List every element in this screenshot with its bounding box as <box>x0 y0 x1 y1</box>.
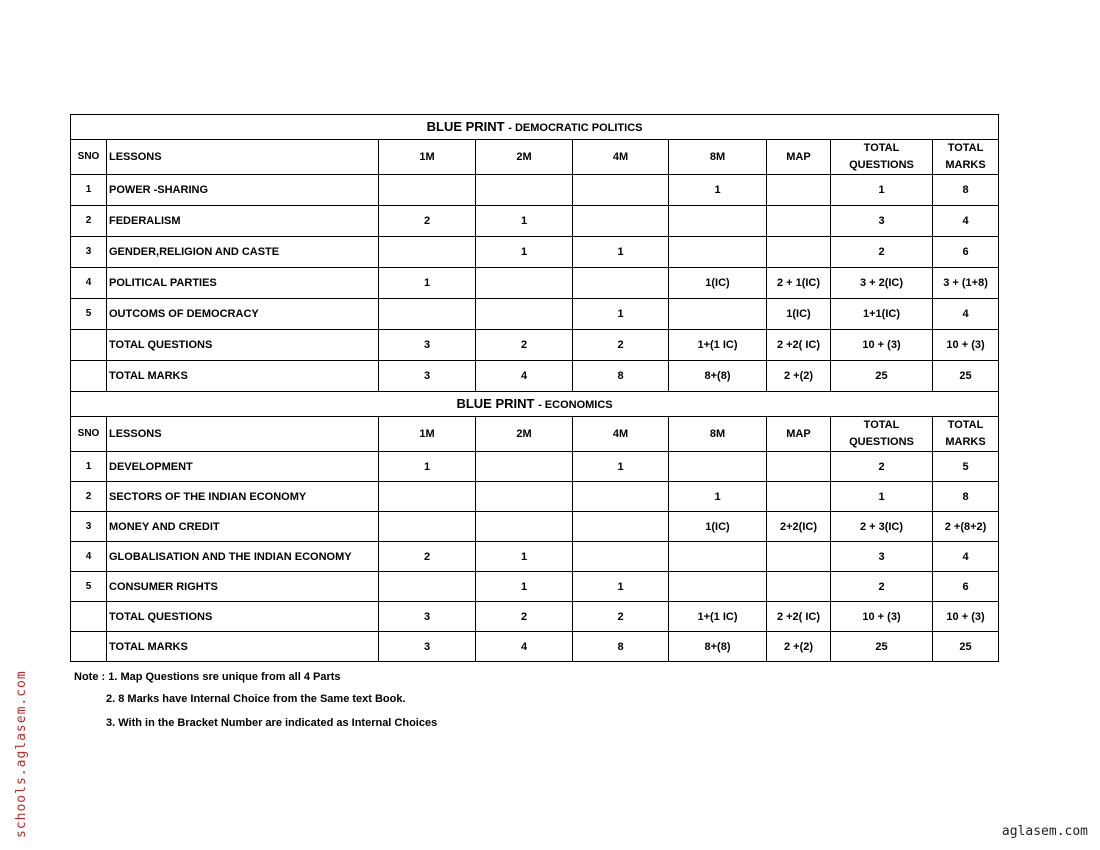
table-row <box>71 330 999 361</box>
cell-8m <box>669 206 767 237</box>
section-title <box>71 392 999 417</box>
cell-lesson: DEVELOPMENT <box>107 452 379 482</box>
table-row <box>71 175 999 206</box>
table-row <box>71 268 999 299</box>
note-line-2: 2. 8 Marks have Internal Choice from the Same text Book. <box>106 693 406 705</box>
header-sno: SNO <box>71 140 107 175</box>
cell-map <box>767 572 831 602</box>
cell-8m: 1(IC) <box>669 268 767 299</box>
cell-1m: 1 <box>379 452 476 482</box>
cell-1m: 3 <box>379 602 476 632</box>
cell-8m <box>669 572 767 602</box>
cell-total-questions: 10 + (3) <box>831 330 933 361</box>
cell-total-marks: 8 <box>933 482 999 512</box>
cell-sno: 2 <box>71 206 107 237</box>
cell-lesson: POWER -SHARING <box>107 175 379 206</box>
cell-sno <box>71 632 107 662</box>
cell-lesson: TOTAL QUESTIONS <box>107 602 379 632</box>
cell-2m: 1 <box>476 237 573 268</box>
cell-lesson: MONEY AND CREDIT <box>107 512 379 542</box>
header-1m: 1M <box>379 140 476 175</box>
header-lesson: LESSONS <box>107 140 379 175</box>
cell-map: 2 +(2) <box>767 361 831 392</box>
cell-sno <box>71 602 107 632</box>
cell-map <box>767 482 831 512</box>
cell-sno <box>71 361 107 392</box>
cell-total-questions: 3 + 2(IC) <box>831 268 933 299</box>
cell-map <box>767 237 831 268</box>
cell-map: 2+2(IC) <box>767 512 831 542</box>
header-total-questions: TOTAL QUESTIONS <box>831 140 933 175</box>
cell-lesson: OUTCOMS OF DEMOCRACY <box>107 299 379 330</box>
cell-lesson: TOTAL MARKS <box>107 361 379 392</box>
cell-total-questions: 3 <box>831 542 933 572</box>
cell-8m <box>669 452 767 482</box>
cell-lesson: GLOBALISATION AND THE INDIAN ECONOMY <box>107 542 379 572</box>
cell-4m <box>573 206 669 237</box>
section-title <box>71 115 999 140</box>
cell-total-marks: 6 <box>933 237 999 268</box>
cell-map: 2 + 1(IC) <box>767 268 831 299</box>
cell-2m <box>476 268 573 299</box>
cell-lesson: CONSUMER RIGHTS <box>107 572 379 602</box>
cell-1m: 2 <box>379 542 476 572</box>
cell-2m: 1 <box>476 542 573 572</box>
cell-map <box>767 542 831 572</box>
header-row <box>71 417 999 452</box>
cell-8m: 8+(8) <box>669 632 767 662</box>
table-row <box>71 572 999 602</box>
header-total-marks: TOTAL MARKS <box>933 417 999 452</box>
cell-total-marks: 3 + (1+8) <box>933 268 999 299</box>
cell-total-questions: 25 <box>831 361 933 392</box>
cell-4m <box>573 542 669 572</box>
header-lesson: LESSONS <box>107 417 379 452</box>
cell-1m: 3 <box>379 330 476 361</box>
cell-map: 2 +2( IC) <box>767 602 831 632</box>
table-row <box>71 237 999 268</box>
cell-2m: 2 <box>476 602 573 632</box>
cell-8m: 1(IC) <box>669 512 767 542</box>
cell-total-marks: 5 <box>933 452 999 482</box>
section-title-row <box>71 392 999 417</box>
watermark-right: aglasem.com <box>1001 824 1088 839</box>
header-8m: 8M <box>669 417 767 452</box>
table-row <box>71 299 999 330</box>
cell-4m: 2 <box>573 602 669 632</box>
cell-1m <box>379 299 476 330</box>
header-total-marks: TOTAL MARKS <box>933 140 999 175</box>
cell-1m: 3 <box>379 361 476 392</box>
table-row <box>71 206 999 237</box>
cell-total-marks: 10 + (3) <box>933 602 999 632</box>
cell-total-questions: 1+1(IC) <box>831 299 933 330</box>
cell-2m: 1 <box>476 572 573 602</box>
cell-4m: 1 <box>573 572 669 602</box>
cell-sno: 5 <box>71 572 107 602</box>
header-total-questions: TOTAL QUESTIONS <box>831 417 933 452</box>
cell-4m <box>573 512 669 542</box>
cell-sno: 2 <box>71 482 107 512</box>
cell-sno: 4 <box>71 542 107 572</box>
cell-lesson: FEDERALISM <box>107 206 379 237</box>
blueprint-table <box>70 114 999 662</box>
section-title-subject: - DEMOCRATIC POLITICS <box>508 121 643 134</box>
cell-total-questions: 2 <box>831 452 933 482</box>
cell-8m: 8+(8) <box>669 361 767 392</box>
cell-total-marks: 8 <box>933 175 999 206</box>
header-4m: 4M <box>573 140 669 175</box>
cell-total-questions: 2 <box>831 572 933 602</box>
cell-map <box>767 175 831 206</box>
cell-map: 2 +2( IC) <box>767 330 831 361</box>
cell-4m: 2 <box>573 330 669 361</box>
cell-8m: 1 <box>669 482 767 512</box>
cell-2m <box>476 299 573 330</box>
cell-map <box>767 452 831 482</box>
cell-2m <box>476 482 573 512</box>
cell-2m: 4 <box>476 361 573 392</box>
cell-2m: 1 <box>476 206 573 237</box>
header-4m: 4M <box>573 417 669 452</box>
cell-total-questions: 10 + (3) <box>831 602 933 632</box>
cell-1m: 3 <box>379 632 476 662</box>
cell-lesson: POLITICAL PARTIES <box>107 268 379 299</box>
cell-sno: 1 <box>71 175 107 206</box>
cell-8m: 1+(1 IC) <box>669 330 767 361</box>
header-2m: 2M <box>476 417 573 452</box>
cell-total-marks: 4 <box>933 206 999 237</box>
cell-total-questions: 2 + 3(IC) <box>831 512 933 542</box>
cell-4m <box>573 268 669 299</box>
header-2m: 2M <box>476 140 573 175</box>
cell-4m <box>573 175 669 206</box>
cell-2m <box>476 512 573 542</box>
table-row <box>71 632 999 662</box>
cell-total-questions: 1 <box>831 482 933 512</box>
cell-total-questions: 2 <box>831 237 933 268</box>
cell-lesson: SECTORS OF THE INDIAN ECONOMY <box>107 482 379 512</box>
section-title-subject: - ECONOMICS <box>538 398 613 411</box>
note-line-1: Note : 1. Map Questions sre unique from all 4 Parts <box>74 671 341 683</box>
cell-8m: 1+(1 IC) <box>669 602 767 632</box>
cell-2m <box>476 175 573 206</box>
cell-sno: 4 <box>71 268 107 299</box>
header-row <box>71 140 999 175</box>
cell-2m: 4 <box>476 632 573 662</box>
cell-1m <box>379 237 476 268</box>
table-row <box>71 361 999 392</box>
cell-8m <box>669 299 767 330</box>
cell-sno: 3 <box>71 237 107 268</box>
cell-4m: 8 <box>573 632 669 662</box>
cell-4m: 8 <box>573 361 669 392</box>
cell-total-questions: 25 <box>831 632 933 662</box>
cell-total-marks: 2 +(8+2) <box>933 512 999 542</box>
cell-total-marks: 6 <box>933 572 999 602</box>
cell-sno: 5 <box>71 299 107 330</box>
cell-4m: 1 <box>573 452 669 482</box>
cell-map: 1(IC) <box>767 299 831 330</box>
header-map: MAP <box>767 417 831 452</box>
cell-total-marks: 25 <box>933 632 999 662</box>
cell-1m: 2 <box>379 206 476 237</box>
cell-sno <box>71 330 107 361</box>
cell-1m <box>379 572 476 602</box>
header-map: MAP <box>767 140 831 175</box>
cell-8m <box>669 542 767 572</box>
watermark-left: schools.aglasem.com <box>14 670 29 838</box>
note-line-3: 3. With in the Bracket Number are indicated as Internal Choices <box>106 717 438 729</box>
section-title-row <box>71 115 999 140</box>
cell-4m: 1 <box>573 237 669 268</box>
cell-4m <box>573 482 669 512</box>
section-title-main: BLUE PRINT <box>426 118 505 134</box>
cell-total-questions: 3 <box>831 206 933 237</box>
cell-total-marks: 4 <box>933 299 999 330</box>
header-1m: 1M <box>379 417 476 452</box>
cell-sno: 1 <box>71 452 107 482</box>
table-row <box>71 602 999 632</box>
cell-2m <box>476 452 573 482</box>
header-sno: SNO <box>71 417 107 452</box>
cell-lesson: GENDER,RELIGION AND CASTE <box>107 237 379 268</box>
table-row <box>71 452 999 482</box>
cell-4m: 1 <box>573 299 669 330</box>
cell-2m: 2 <box>476 330 573 361</box>
cell-1m <box>379 482 476 512</box>
cell-total-marks: 25 <box>933 361 999 392</box>
cell-lesson: TOTAL MARKS <box>107 632 379 662</box>
cell-total-marks: 10 + (3) <box>933 330 999 361</box>
cell-8m <box>669 237 767 268</box>
cell-1m <box>379 175 476 206</box>
cell-sno: 3 <box>71 512 107 542</box>
table-row <box>71 542 999 572</box>
cell-1m <box>379 512 476 542</box>
cell-1m: 1 <box>379 268 476 299</box>
cell-8m: 1 <box>669 175 767 206</box>
cell-map <box>767 206 831 237</box>
table-row <box>71 512 999 542</box>
section-title-main: BLUE PRINT <box>456 395 535 411</box>
cell-total-marks: 4 <box>933 542 999 572</box>
table-row <box>71 482 999 512</box>
cell-lesson: TOTAL QUESTIONS <box>107 330 379 361</box>
header-8m: 8M <box>669 140 767 175</box>
cell-total-questions: 1 <box>831 175 933 206</box>
cell-map: 2 +(2) <box>767 632 831 662</box>
